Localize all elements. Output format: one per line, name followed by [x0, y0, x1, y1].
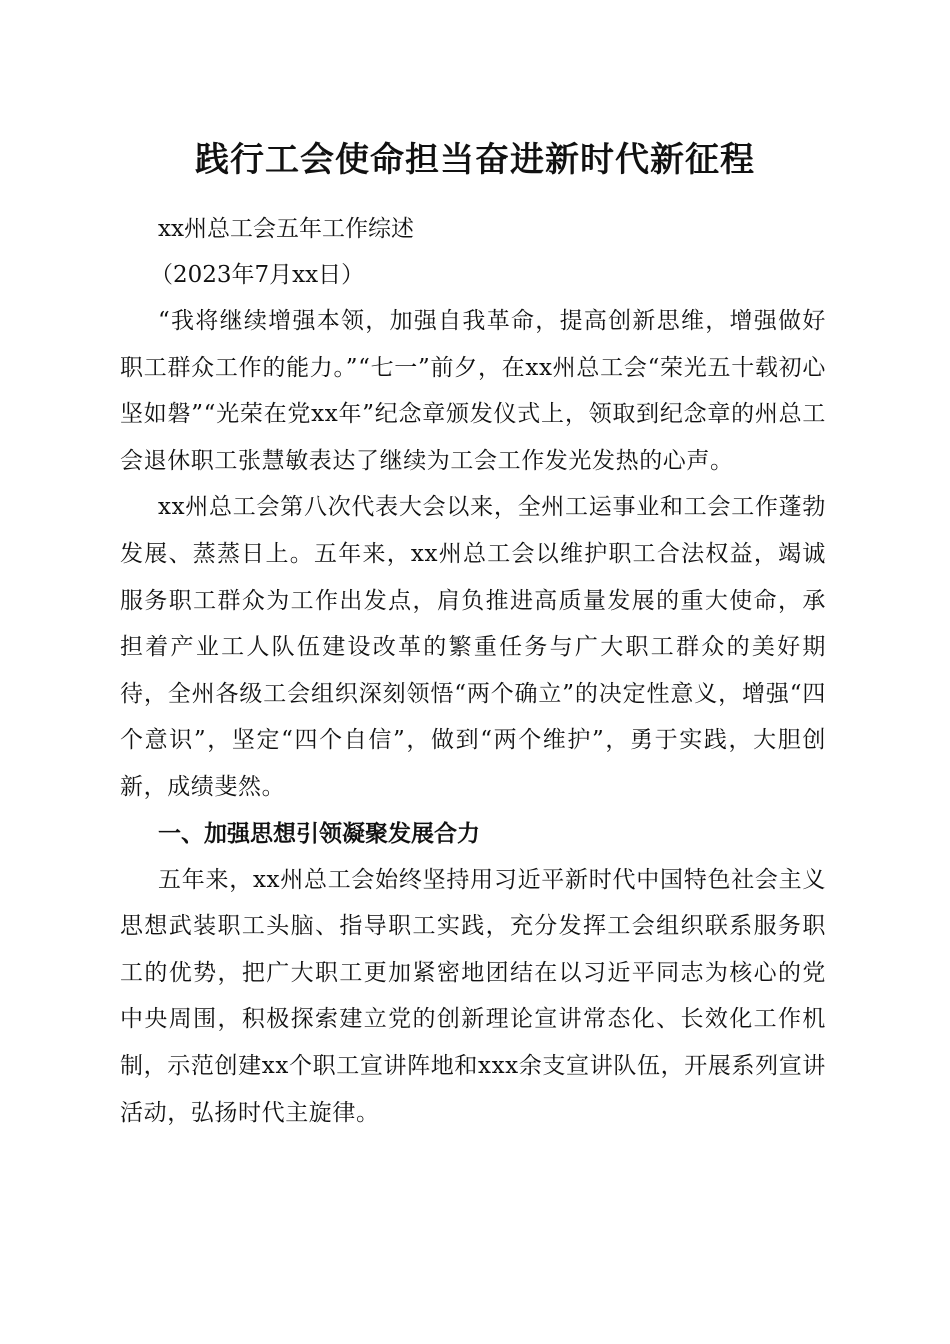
document-date: （2023年7月xx日）: [150, 262, 365, 288]
paragraph-overview: xx州总工会第八次代表大会以来，全州工运事业和工会工作蓬勃发展、蒸蒸日上。五年来，xx州总工会以维护职工合法权益，竭诚服务职工群众为工作出发点，肩负推进高质量发展的重大使命，承担着产业工人队伍建设改革的繁重任务与广大职工群众的美好期待，全州各级工会组织深刻领悟“两个确立”的决定性意义，增强“四个意识”，坚定“四个自信”，做到“两个维护”，勇于实践，大胆创新，成绩斐然。: [120, 494, 826, 800]
paragraph-quote: “我将继续增强本领，加强自我革命，提高创新思维，增强做好职工群众工作的能力。”“七一”前夕，在xx州总工会“荣光五十载初心坚如磐”“光荣在党xx年”纪念章颁发仪式上，领取到纪念章的州总工会退休职工张慧敏表达了继续为工会工作发光发热的心声。: [120, 308, 826, 474]
document-body: [120, 206, 826, 1136]
section-heading-1: 一、加强思想引领凝聚发展合力: [158, 820, 480, 847]
document-title: 践行工会使命担当奋进新时代新征程: [195, 140, 755, 180]
section-paragraph-1: 五年来，xx州总工会始终坚持用习近平新时代中国特色社会主义思想武装职工头脑、指导职工实践，充分发挥工会组织联系服务职工的优势，把广大职工更加紧密地团结在以习近平同志为核心的党中央周围，积极探索建立党的创新理论宣讲常态化、长效化工作机制，示范创建xx个职工宣讲阵地和xxx余支宣讲队伍，开展系列宣讲活动，弘扬时代主旋律。: [120, 866, 826, 1126]
document-subtitle: xx州总工会五年工作综述: [158, 216, 414, 242]
